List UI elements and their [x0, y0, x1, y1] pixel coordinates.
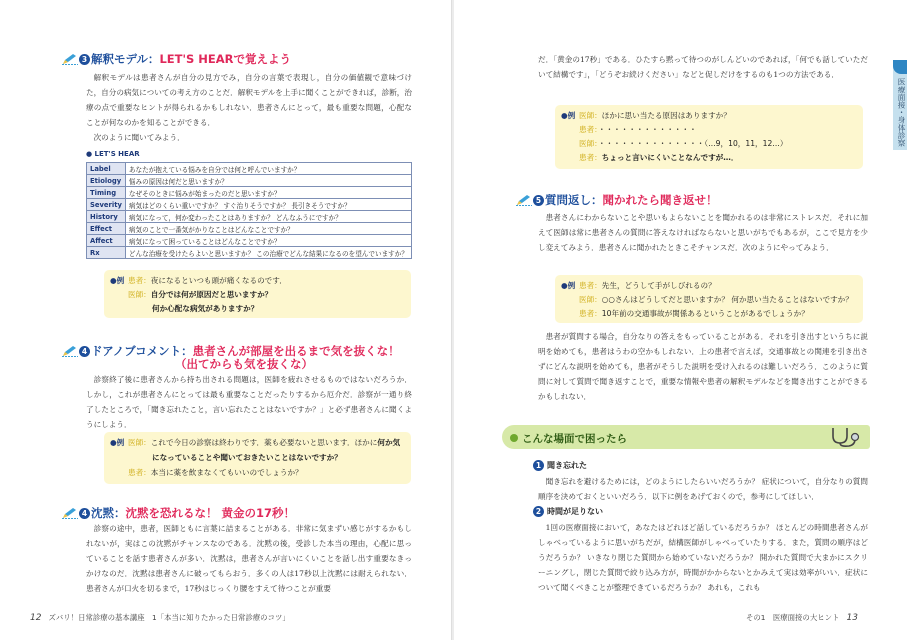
- example-line: [579, 152, 738, 164]
- lets-hear-key: Label: [87, 163, 126, 175]
- lets-hear-question: 悩みの原因は何だと思いますか？: [125, 175, 411, 187]
- subheading-title: 聞き忘れた: [547, 461, 587, 470]
- speaker-doctor: 医師：: [579, 295, 602, 304]
- paragraph-doorknob: 診察終了後に患者さんから持ち出される問題は，医師を疲れさせるものではないだろうか．しかし，これが患者さんにとっては最も重要なことだったりするから厄介だ．診察が一通り終了したところで，「聞き忘れたこと，言い忘れたことはないですか？」と必ず患者さんに聞くようにしよう．: [86, 375, 412, 429]
- example-line: [579, 280, 716, 292]
- lets-hear-question: 病気のことで一番気がかりなことはどんなことですか？: [125, 223, 411, 235]
- pencil-icon: [62, 345, 78, 357]
- lets-hear-key: Effect: [87, 223, 126, 235]
- bullet-icon: [510, 434, 518, 442]
- lets-hear-question: 病気はどのくらい重いですか？ すぐ治りそうですか？ 長引きそうですか？: [125, 199, 411, 211]
- lets-hear-key: Severity: [87, 199, 126, 211]
- example-label: ●例: [110, 276, 125, 285]
- section-heading-silence: [62, 506, 295, 520]
- subheading-forgot: [533, 460, 587, 471]
- speaker-doctor: 医師：: [128, 438, 151, 447]
- lets-hear-row: [87, 187, 412, 199]
- example-label: ●例: [561, 281, 576, 290]
- section-number: 5: [533, 195, 544, 206]
- example-line: [579, 124, 697, 136]
- speaker-patient: 患者：: [579, 281, 602, 290]
- utterance: 夜になるといつも頭が痛くなるのです．: [150, 276, 287, 285]
- subheading-title: 時間が足りない: [547, 507, 603, 516]
- speaker-patient: 患者：: [579, 309, 602, 318]
- section-heading-prefix: 解釈モデル：: [91, 52, 160, 66]
- example-line: 何か心配な病気がありますか？: [152, 304, 259, 313]
- section-heading-highlight: 聞かれたら聞き返せ！: [602, 193, 718, 207]
- running-title: ズバリ！日常診療の基本講座 1「本当に知りたかった日常診療のコツ」: [48, 613, 290, 622]
- example-line: [579, 308, 809, 320]
- lets-hear-question: どんな治療を受けたらよいと思いますか？ この治療でどんな結果になるのを望んでいますか？: [125, 247, 411, 259]
- utterance: 本当に薬を飲まなくてもいいのでしょうか？: [150, 468, 303, 477]
- band-label: こんな場面で困ったら: [522, 433, 627, 445]
- section-heading-highlight: 患者さんが部屋を出るまで気を抜くな！: [192, 344, 400, 358]
- paragraph-explanatory-model: 解釈モデルは患者さんが自分の見方でみ，自分の言葉で表現し，自分の価値観で意味づけた，自分の病気についての考え方のことだ．解釈モデルを上手に聞くことができれば，診断，治療の点で重要なヒントが得られるかもしれない．患者さんにとって，最も重要な問題，心配なことが何なのかを知ることができる．: [86, 73, 412, 127]
- speaker-doctor: 医師：: [579, 139, 598, 148]
- right-footer: [746, 612, 858, 623]
- example-line: [579, 110, 731, 122]
- lets-hear-key: Rx: [87, 247, 126, 259]
- section-heading-highlight: LET'S HEARで覚えよう: [159, 52, 292, 66]
- section-heading-continued: [175, 357, 313, 371]
- utterance: これで今日の診察は終わりです．薬も必要ないと思います．ほかに: [150, 438, 378, 447]
- subheading-time: [533, 506, 603, 517]
- paragraph-time: 1回の医療面接において，あなたはどれほど話しているだろうか？ ほとんどの時間患者さんがしゃべっているように思いがちだが，結構医師がしゃべっていたりする．また，質問の順序はどうだろうか？ いきなり閉じた質問から始めていないだろうか？ 開かれた質問で大まかにスクリーニングし，閉じた質問で絞り込み方が，時間がかからないとかみえて実は効率がいい．症状について聞くべきことが整理できているだろうか？ あれも，これも: [538, 523, 868, 592]
- page-number: 13: [846, 613, 858, 623]
- subheading-number: 1: [533, 460, 544, 471]
- section-number: 4: [79, 508, 90, 519]
- lets-hear-question: 病気になって困っていることはどんなことですか？: [125, 235, 411, 247]
- speaker-doctor: 医師：: [128, 290, 151, 299]
- lets-hear-table: [86, 162, 412, 259]
- pencil-icon: [62, 507, 78, 519]
- chapter-tab-marker: [893, 60, 907, 74]
- example-label: ●例: [561, 111, 576, 120]
- utterance: 自分では何が原因だと思いますか？: [150, 290, 273, 299]
- utterance: 10年前の交通事故が関係あるということがあるでしょうか？: [601, 309, 809, 318]
- chapter-tab-label: 医療面接・身体診察: [897, 78, 906, 147]
- section-heading-doorknob: [62, 344, 400, 358]
- speaker-patient: 患者：: [128, 276, 151, 285]
- paragraph-ask-like-this: 次のように聞いてみよう．: [93, 133, 185, 142]
- example-line: [579, 138, 787, 150]
- section-heading-highlight: 沈黙を恐れるな！ 黄金の17秒！: [125, 506, 296, 520]
- lets-hear-question: なぜそのときに悩みが始まったのだと思いますか？: [125, 187, 411, 199]
- lets-hear-key: Etiology: [87, 175, 126, 187]
- pencil-icon: [516, 194, 532, 206]
- lets-hear-key: Timing: [87, 187, 126, 199]
- section-number: 4: [79, 346, 90, 357]
- lets-hear-row: [87, 235, 412, 247]
- paragraph-golden-17: だ．「黄金の17秒」である．ひたすら黙って待つのがしんどいのであれば，「何でも話していただいて結構です」，「どうぞお続けください」などと促しだけをするのも1つの方法である．: [538, 55, 868, 79]
- page-number: 12: [30, 613, 42, 623]
- pencil-icon: [62, 53, 78, 65]
- example-line: [579, 294, 853, 306]
- section-number: 3: [79, 54, 90, 65]
- lets-hear-row: [87, 175, 412, 187]
- subheading-number: 2: [533, 506, 544, 517]
- speaker-doctor: 医師：: [579, 111, 602, 120]
- speaker-patient: 患者：: [579, 125, 598, 134]
- utterance-bold: 何か気: [377, 438, 401, 447]
- section-heading-question-back: [516, 193, 718, 207]
- example-line: [128, 467, 303, 479]
- stethoscope-icon: [827, 426, 863, 448]
- section-heading-highlight: （出てからも気を抜くな）: [175, 357, 313, 371]
- lets-hear-row: [87, 247, 412, 259]
- utterance: ○○さんはどうしてだと思いますか？ 何か思い当たることはないですか？: [601, 295, 853, 304]
- example-label: ●例: [110, 438, 125, 447]
- example-line: [128, 437, 400, 449]
- lets-hear-question: あなたが抱えている悩みを自分では何と呼んでいますか？: [125, 163, 411, 175]
- example-line: [128, 289, 272, 301]
- example-line: [128, 275, 287, 287]
- lets-hear-row: [87, 163, 412, 175]
- section-heading-prefix: 質問返し：: [545, 193, 603, 207]
- example-line: になっていることや聞いておきたいことはないですか？: [152, 453, 342, 462]
- speaker-patient: 患者：: [579, 153, 602, 162]
- running-title: その1 医療面接の大ヒント: [746, 613, 840, 622]
- lets-hear-row: [87, 199, 412, 211]
- utterance: ほかに思い当たる原因はありますか？: [601, 111, 731, 120]
- utterance: 先生，どうして手がしびれるの？: [601, 281, 716, 290]
- utterance: ・・・・・・・・・・・・・・（…9，10，11，12…）: [597, 139, 788, 148]
- lets-hear-title: ● LET'S HEAR: [86, 150, 140, 158]
- section-heading-explanatory-model: [62, 52, 291, 66]
- paragraph-question-back: 患者さんにわからないことや思いもよらないことを聞かれるのは非常にストレスだ．それに加えて医師は常に患者さんの質問に答えなければならないと思いがちでもあるが，ここで見方を少し変えてみよう．患者さんに聞かれたときこそチャンスだ．次のようにやってみよう．: [538, 213, 868, 252]
- lets-hear-row: [87, 223, 412, 235]
- utterance: ちょっと言いにくいことなんですが…．: [601, 153, 739, 162]
- lets-hear-key: History: [87, 211, 126, 223]
- paragraph-patient-questions: 患者が質問する場合，自分なりの答えをもっていることがある．それを引き出すというちに説明を始めても，患者はうわの空かもしれない．上の患者で言えば，交通事故との関連を引き出さずにどんな説明を始めても，患者がそうした説明を受け入れるのは難しいだろう．このように質問に対して質問で聞き返すことで，重要な情報や患者の解釈モデルなどを聞き出すことができるかもしれない．: [538, 332, 868, 401]
- section-heading-prefix: 沈黙：: [91, 506, 126, 520]
- paragraph-silence: 診察の途中，患者，医師ともに言葉に詰まることがある．非常に気まずい感じがするかもしれないが，実はこの沈黙がチャンスなのである．沈黙の後，受診した本当の理由，心配に思っていることを話す患者さんが多い．沈黙は，患者さんが言いにくいことを話し出す重要なきっかけなのだ．沈黙は患者さんに破ってもらおう．多くの人は17秒以上沈黙には耐えられない．患者さんが口火を切るまで，17秒はじっくり腰をすえて待つことが重要: [86, 524, 412, 593]
- lets-hear-row: [87, 211, 412, 223]
- lets-hear-key: Affect: [87, 235, 126, 247]
- troubleshooting-title: [510, 431, 627, 446]
- lets-hear-question: 病気になって，何か変わったことはありますか？ どんなふうにですか？: [125, 211, 411, 223]
- utterance: ・・・・・・・・・・・・・: [597, 125, 697, 134]
- section-heading-prefix: ドアノブコメント：: [91, 344, 193, 358]
- left-footer: [30, 612, 290, 623]
- speaker-patient: 患者：: [128, 468, 151, 477]
- paragraph-forgot: 聞き忘れを避けるためには，どのようにしたらいいだろうか？ 症状について，自分なりの質問順序を決めておくといいだろう．以下に例をあげておくので，参考にしてほしい．: [538, 477, 868, 501]
